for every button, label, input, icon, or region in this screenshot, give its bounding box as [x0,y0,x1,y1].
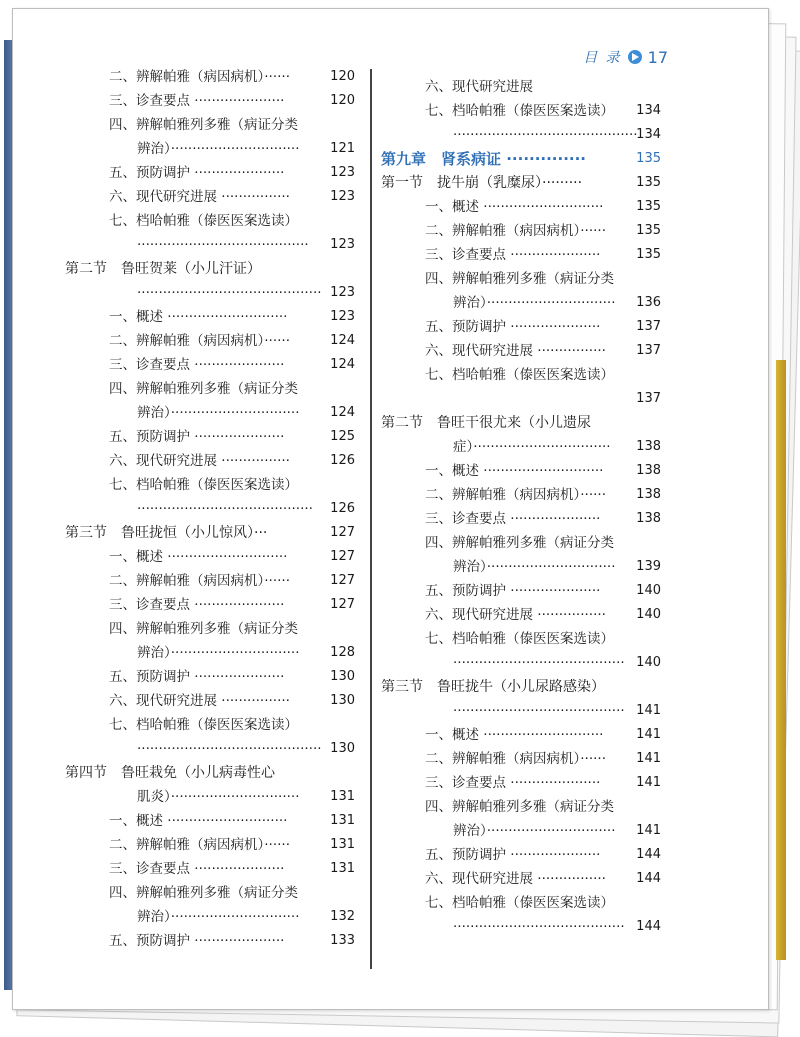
toc-entry-text: 第二节 鲁旺贺莱（小儿汗证） [65,261,261,277]
header-title: 目 录 [583,50,622,66]
toc-item[interactable] [65,65,355,89]
toc-page-number: 137 [636,391,661,406]
toc-page-number: 130 [330,741,355,756]
column-divider [370,69,372,969]
toc-page-number: 127 [330,525,355,540]
toc-entry-text: 肌炎）······························ [137,789,300,805]
toc-item[interactable] [65,857,355,881]
toc-item[interactable] [381,363,661,387]
toc-page-number: 130 [330,669,355,684]
toc-entry-text: 五、预防调护 ····················· [109,933,285,949]
toc-page-number: 141 [636,775,661,790]
toc-entry-text: 六、现代研究进展 ················ [425,871,606,887]
running-header [583,47,668,67]
toc-page-number: 135 [636,199,661,214]
toc-entry-text: 一、概述 ···························· [109,549,288,565]
toc-page-number: 131 [330,789,355,804]
toc-item-continuation[interactable] [65,905,355,929]
toc-page-number: 141 [636,823,661,838]
toc-page-number: 124 [330,405,355,420]
toc-page-number: 133 [330,933,355,948]
toc-item-continuation[interactable] [381,435,661,459]
toc-entry-text: 六、现代研究进展 ················ [109,693,290,709]
toc-item[interactable] [381,315,661,339]
toc-page-number: 124 [330,333,355,348]
toc-entry-text: 四、辨解帕雅列多雅（病证分类 [425,271,614,287]
toc-item[interactable] [65,113,355,137]
toc-entry-text: 六、现代研究进展 ················ [109,189,290,205]
toc-page-number: 138 [636,487,661,502]
toc-page-number: 123 [330,189,355,204]
toc-entry-text: 四、辨解帕雅列多雅（病证分类 [425,799,614,815]
toc-page-number: 127 [330,597,355,612]
toc-section[interactable] [65,257,355,281]
toc-item-continuation[interactable] [381,291,661,315]
toc-page-number: 134 [636,127,661,142]
toc-entry-text: 二、辨解帕雅（病因病机）······ [109,69,290,85]
toc-item[interactable] [65,833,355,857]
toc-entry-text: ········································ [137,237,309,253]
toc-entry-text: 第二节 鲁旺干很尤来（小儿遗尿 [381,415,591,431]
toc-entry-text: 一、概述 ···························· [109,813,288,829]
toc-entry-text: 七、档哈帕雅（傣医医案选读） [425,895,614,911]
toc-item[interactable] [65,929,355,953]
toc-page-number: 120 [330,69,355,84]
toc-page-number: 140 [636,655,661,670]
page-stack-edge-right [776,360,786,960]
toc-section[interactable] [65,761,355,785]
toc-item[interactable] [381,891,661,915]
toc-item-continuation[interactable] [381,651,661,675]
toc-page-number: 127 [330,573,355,588]
toc-chapter[interactable] [381,147,661,171]
toc-entry-text: 辨治）······························ [453,559,616,575]
toc-item[interactable] [65,329,355,353]
toc-entry-text: 七、档哈帕雅（傣医医案选读） [109,477,298,493]
toc-item[interactable] [381,603,661,627]
toc-item[interactable] [65,689,355,713]
toc-item[interactable] [65,593,355,617]
toc-entry-text: 二、辨解帕雅（病因病机）······ [425,751,606,767]
toc-entry-text: 三、诊查要点 ····················· [109,597,285,613]
toc-item[interactable] [381,243,661,267]
toc-page-number: 130 [330,693,355,708]
toc-entry-text: 七、档哈帕雅（傣医医案选读） [109,213,298,229]
page-number: 17 [647,47,668,67]
toc-page-number: 121 [330,141,355,156]
toc-section[interactable] [65,521,355,545]
toc-entry-text: 第三节 鲁旺拢牛（小儿尿路感染） [381,679,605,695]
toc-page-number: 123 [330,165,355,180]
toc-item[interactable] [65,569,355,593]
toc-item[interactable] [65,449,355,473]
toc-item[interactable] [381,459,661,483]
toc-entry-text: 二、辨解帕雅（病因病机）······ [109,837,290,853]
toc-entry-text: 二、辨解帕雅（病因病机）······ [109,573,290,589]
toc-item[interactable] [65,545,355,569]
toc-item[interactable] [381,843,661,867]
toc-item[interactable] [381,195,661,219]
toc-entry-text: ··········································· [137,285,322,301]
toc-item[interactable] [381,267,661,291]
toc-entry-text: 辨治）······························ [453,823,616,839]
toc-entry-text: 五、预防调护 ····················· [109,429,285,445]
toc-item[interactable] [381,219,661,243]
toc-entry-text: 四、辨解帕雅列多雅（病证分类 [109,117,298,133]
toc-page-number: 128 [330,645,355,660]
toc-page-number: 126 [330,501,355,516]
toc-item[interactable] [65,665,355,689]
toc-page-number: 141 [636,751,661,766]
toc-item[interactable] [381,507,661,531]
toc-item[interactable] [381,795,661,819]
toc-entry-text: 症）································ [453,439,611,455]
toc-entry-text: 六、现代研究进展 [425,79,533,95]
toc-page-number: 123 [330,237,355,252]
toc-entry-text: ········································ [453,919,625,935]
toc-item[interactable] [65,809,355,833]
toc-entry-text: 二、辨解帕雅（病因病机）······ [425,223,606,239]
toc-section[interactable] [381,675,661,699]
toc-page-number: 144 [636,847,661,862]
toc-page-number: 127 [330,549,355,564]
toc-page [12,8,769,1010]
toc-item[interactable] [65,89,355,113]
toc-item[interactable] [65,161,355,185]
toc-page-number: 135 [636,223,661,238]
toc-page-number: 132 [330,909,355,924]
toc-entry-text: 辨治）······························ [137,141,300,157]
toc-section[interactable] [381,171,661,195]
toc-item-continuation[interactable] [65,737,355,761]
arrow-right-icon [628,50,642,64]
toc-entry-text: ········································ [453,703,625,719]
toc-item-continuation[interactable] [381,699,661,723]
toc-item[interactable] [381,483,661,507]
toc-entry-text: 四、辨解帕雅列多雅（病证分类 [425,535,614,551]
toc-entry-text: 二、辨解帕雅（病因病机）······ [425,487,606,503]
toc-entry-text: 第九章 肾系病证 ·············· [381,150,586,168]
toc-entry-text: 一、概述 ···························· [425,463,604,479]
toc-item[interactable] [381,867,661,891]
toc-page-number: 137 [636,319,661,334]
toc-item-continuation[interactable] [381,555,661,579]
toc-page-number: 123 [330,285,355,300]
toc-entry-text: 三、诊查要点 ····················· [109,861,285,877]
toc-item[interactable] [65,185,355,209]
toc-entry-text: 六、现代研究进展 ················ [425,607,606,623]
toc-entry-text: 第四节 鲁旺栽免（小儿病毒性心 [65,765,275,781]
toc-page-number: 135 [636,247,661,262]
toc-item[interactable] [65,881,355,905]
toc-item-continuation[interactable] [381,123,661,147]
toc-entry-text: 五、预防调护 ····················· [425,583,601,599]
toc-entry-text: 五、预防调护 ····················· [109,165,285,181]
toc-page-number: 140 [636,583,661,598]
toc-entry-text: ··········································· [137,741,322,757]
toc-entry-text: 第一节 拢牛崩（乳糜尿）········· [381,175,583,191]
toc-item[interactable] [381,75,661,99]
toc-entry-text: 三、诊查要点 ····················· [425,511,601,527]
toc-item[interactable] [381,531,661,555]
toc-item[interactable] [65,713,355,737]
toc-page-number: 144 [636,919,661,934]
toc-page-number: 134 [636,103,661,118]
toc-entry-text: 七、档哈帕雅（傣医医案选读） [425,103,614,119]
toc-column-right [381,75,661,939]
toc-entry-text: 二、辨解帕雅（病因病机）······ [109,333,290,349]
toc-page-number: 135 [636,175,661,190]
toc-item-continuation[interactable] [381,819,661,843]
toc-item[interactable] [65,425,355,449]
toc-item-continuation[interactable] [65,137,355,161]
toc-item[interactable] [65,377,355,401]
toc-item-continuation[interactable] [65,233,355,257]
toc-item-continuation[interactable] [65,641,355,665]
toc-entry-text: 一、概述 ···························· [425,727,604,743]
toc-item[interactable] [381,771,661,795]
toc-item-continuation[interactable] [381,387,661,411]
toc-page-number: 136 [636,295,661,310]
toc-page-number: 135 [636,151,661,166]
toc-entry-text: 辨治）······························ [137,909,300,925]
toc-page-number: 139 [636,559,661,574]
toc-entry-text: 辨治）······························ [137,645,300,661]
toc-entry-text: 一、概述 ···························· [425,199,604,215]
toc-entry-text: 一、概述 ···························· [109,309,288,325]
toc-page-number: 140 [636,607,661,622]
toc-item[interactable] [65,617,355,641]
toc-page-number: 131 [330,837,355,852]
toc-entry-text: ··········································· [453,127,638,143]
toc-item-continuation[interactable] [65,401,355,425]
toc-item-continuation[interactable] [65,785,355,809]
toc-entry-text: 七、档哈帕雅（傣医医案选读） [425,367,614,383]
toc-entry-text: 三、诊查要点 ····················· [109,93,285,109]
toc-item[interactable] [65,353,355,377]
toc-entry-text: 七、档哈帕雅（傣医医案选读） [109,717,298,733]
toc-item[interactable] [381,339,661,363]
toc-page-number: 138 [636,463,661,478]
toc-entry-text: 四、辨解帕雅列多雅（病证分类 [109,381,298,397]
toc-page-number: 120 [330,93,355,108]
toc-page-number: 125 [330,429,355,444]
toc-entry-text: 辨治）······························ [453,295,616,311]
toc-entry-text: 三、诊查要点 ····················· [425,247,601,263]
toc-entry-text: ········································· [137,501,313,517]
toc-page-number: 137 [636,343,661,358]
toc-item-continuation[interactable] [65,281,355,305]
toc-entry-text: 六、现代研究进展 ················ [109,453,290,469]
toc-entry-text: 七、档哈帕雅（傣医医案选读） [425,631,614,647]
toc-item[interactable] [65,473,355,497]
toc-entry-text: 辨治）······························ [137,405,300,421]
toc-item[interactable] [381,747,661,771]
toc-item-continuation[interactable] [381,915,661,939]
toc-page-number: 123 [330,309,355,324]
toc-entry-text: 六、现代研究进展 ················ [425,343,606,359]
toc-page-number: 131 [330,813,355,828]
toc-item[interactable] [65,305,355,329]
toc-item[interactable] [381,723,661,747]
toc-entry-text: 四、辨解帕雅列多雅（病证分类 [109,885,298,901]
toc-entry-text: 第三节 鲁旺拢恒（小儿惊风）··· [65,525,268,541]
toc-section[interactable] [381,411,661,435]
toc-item[interactable] [65,209,355,233]
toc-entry-text: ········································ [453,655,625,671]
toc-entry-text: 五、预防调护 ····················· [425,319,601,335]
toc-page-number: 124 [330,357,355,372]
toc-page-number: 131 [330,861,355,876]
toc-page-number: 126 [330,453,355,468]
toc-entry-text: 五、预防调护 ····················· [109,669,285,685]
toc-entry-text: 三、诊查要点 ····················· [109,357,285,373]
toc-page-number: 141 [636,727,661,742]
toc-item-continuation[interactable] [65,497,355,521]
toc-page-number: 138 [636,511,661,526]
toc-column-left [65,65,355,953]
toc-item[interactable] [381,99,661,123]
toc-entry-text: 四、辨解帕雅列多雅（病证分类 [109,621,298,637]
toc-item[interactable] [381,579,661,603]
toc-page-number: 144 [636,871,661,886]
toc-item[interactable] [381,627,661,651]
toc-page-number: 138 [636,439,661,454]
toc-entry-text: 五、预防调护 ····················· [425,847,601,863]
toc-page-number: 141 [636,703,661,718]
toc-entry-text: 三、诊查要点 ····················· [425,775,601,791]
